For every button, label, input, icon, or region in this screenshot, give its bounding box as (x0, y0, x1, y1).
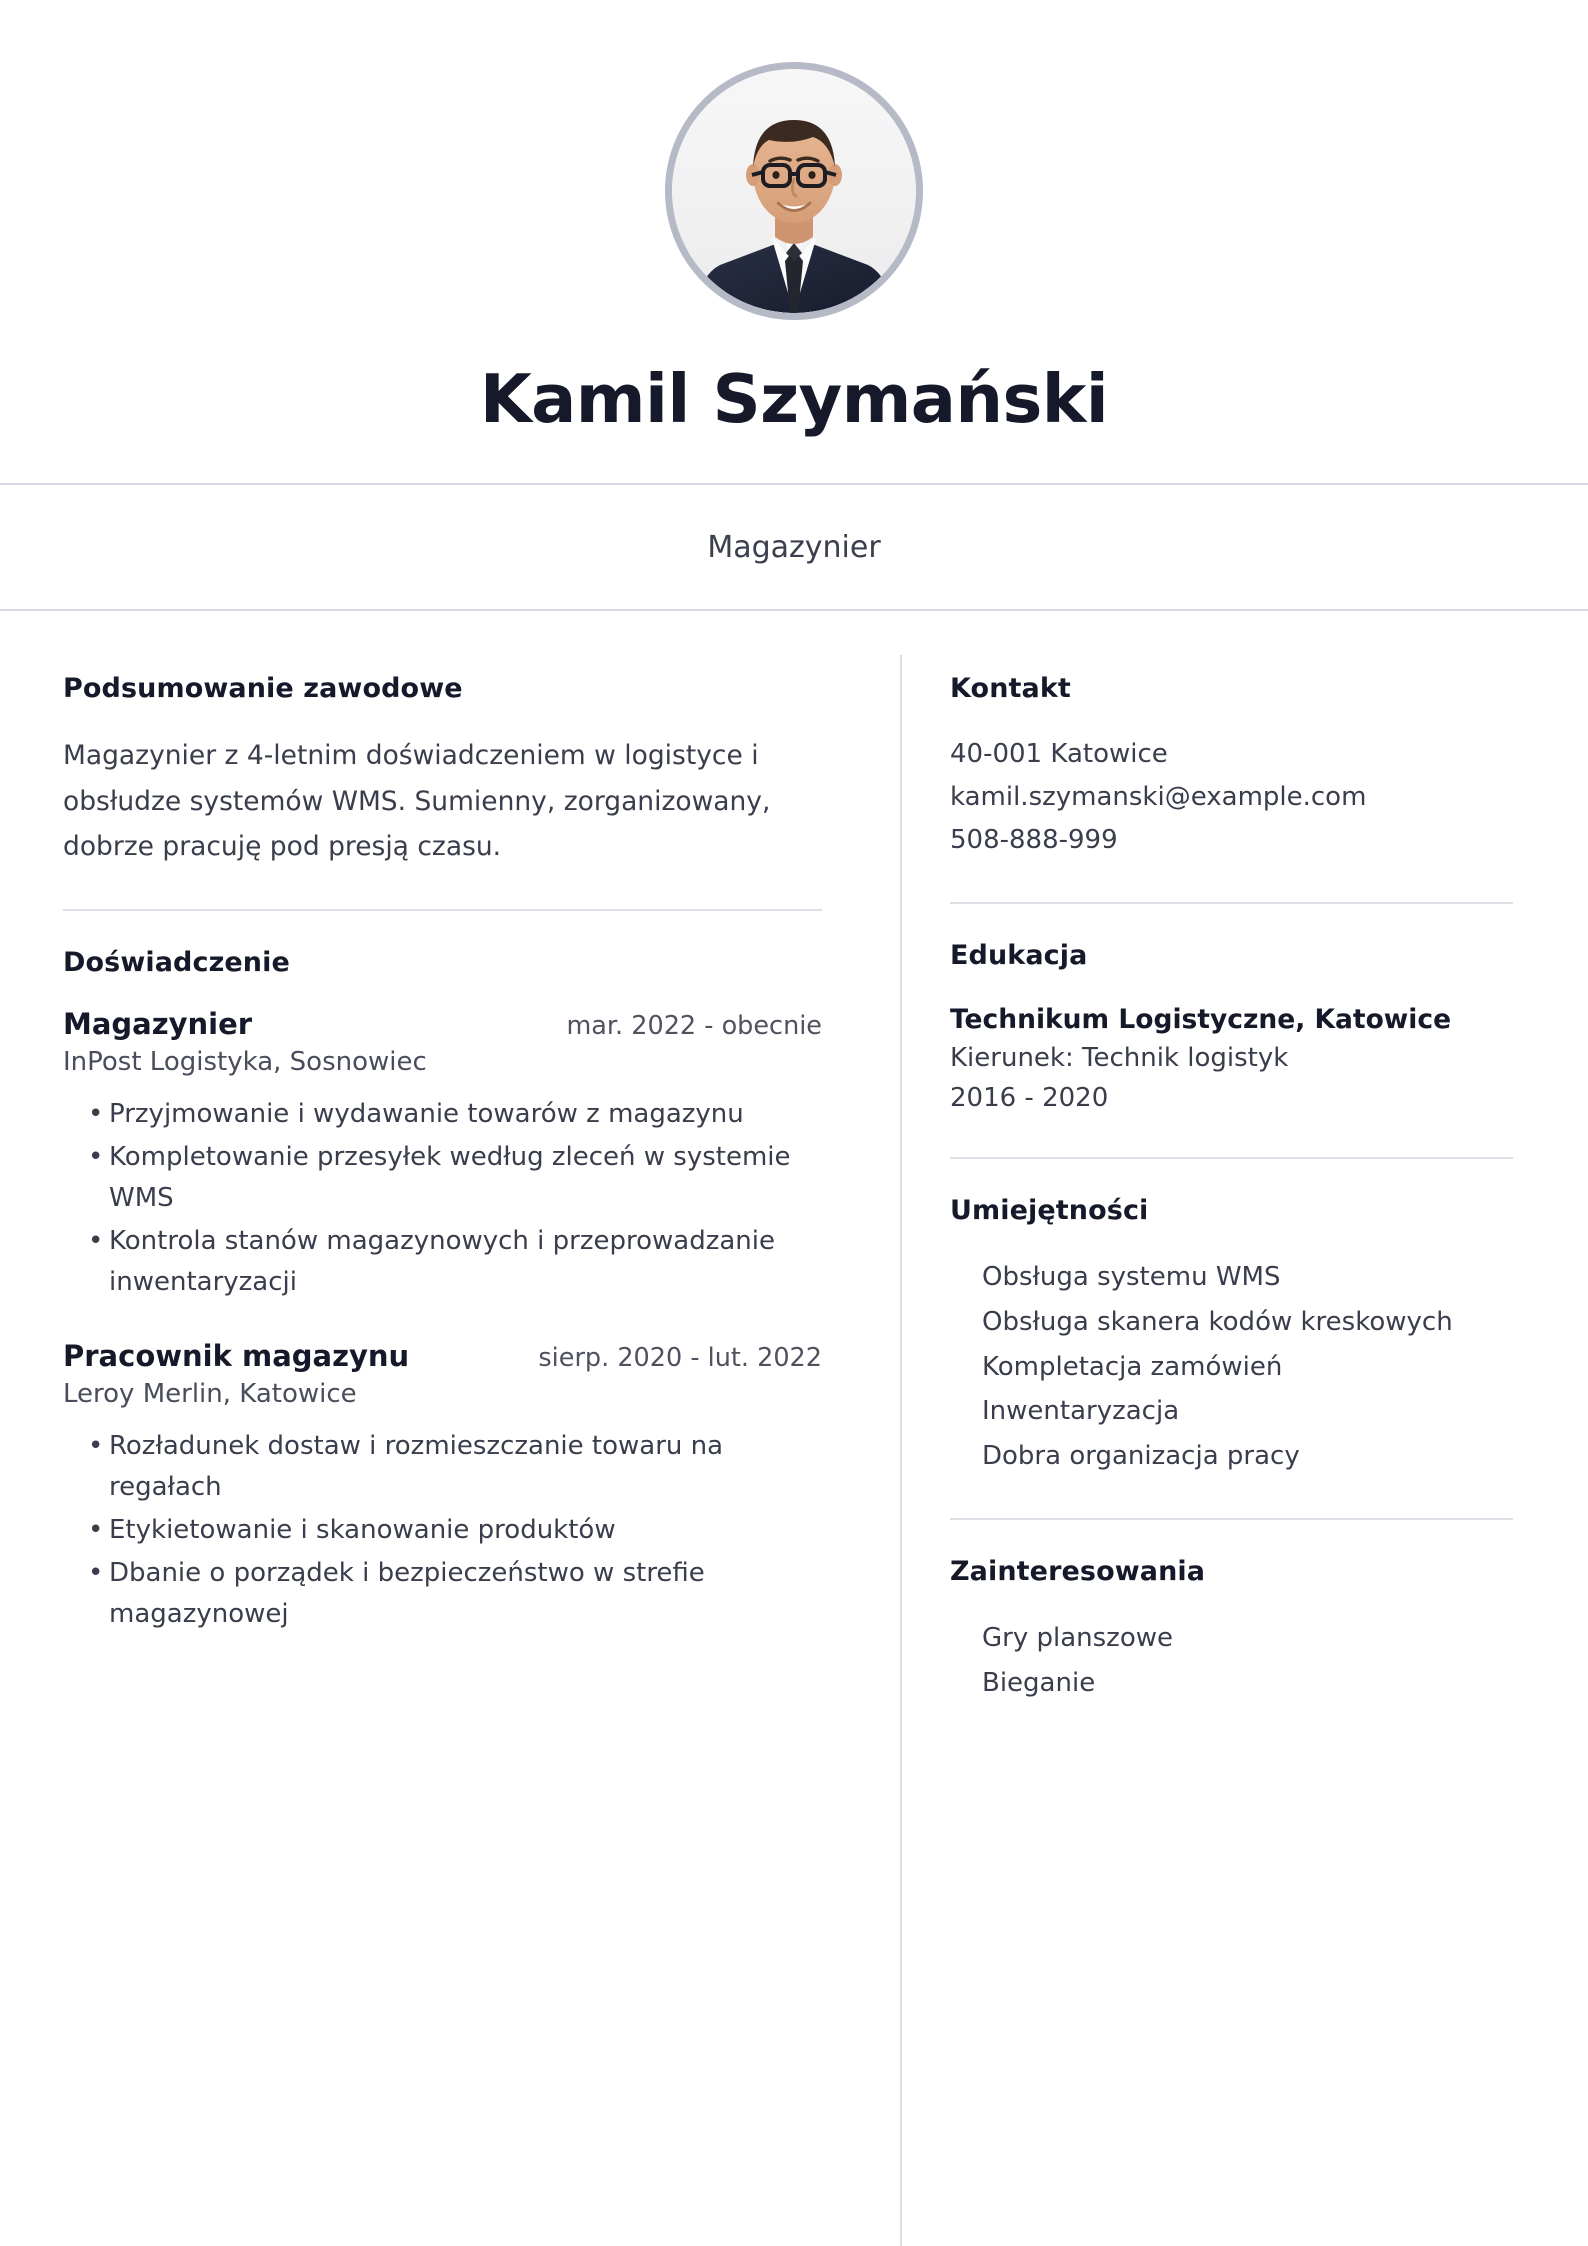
contact-address: 40-001 Katowice (950, 739, 1168, 770)
experience-item (63, 1007, 822, 1303)
right-section-divider (950, 1157, 1513, 1159)
experience-role: Pracownik magazynu (63, 1339, 410, 1374)
contact-title: Kontakt (950, 673, 1071, 705)
resume-body (0, 611, 1588, 2246)
left-section-divider (63, 909, 822, 911)
interests-title: Zainteresowania (950, 1555, 1206, 1587)
section-interests (950, 1556, 1513, 1705)
section-contact (950, 673, 1513, 862)
list-item: Obsługa skanera kodów kreskowych (982, 1307, 1453, 1337)
job-title: Magazynier (707, 530, 881, 566)
list-item: • Rozładunek dostaw i rozmieszczanie towaru na regałach (88, 1426, 822, 1508)
list-item: Inwentaryzacja (982, 1396, 1180, 1427)
list-item: Bieganie (982, 1667, 1096, 1698)
experience-item-header (63, 1339, 822, 1373)
contact-phone[interactable]: 508-888-999 (950, 825, 1118, 856)
list-item: Obsługa systemu WMS (982, 1262, 1281, 1293)
left-column (0, 655, 900, 2246)
experience-dates: mar. 2022 - obecnie (566, 1010, 822, 1041)
resume-header (0, 0, 1588, 483)
education-years: 2016 - 2020 (950, 1082, 1109, 1113)
summary-text: Magazynier z 4-letnim doświadczeniem w logistyce i obsłudze systemów WMS. Sumienny, zorganizowany, dobrze pracuję pod presją czasu. (63, 740, 771, 863)
list-item: • Etykietowanie i skanowanie produktów (88, 1510, 822, 1551)
list-item: • Przyjmowanie i wydawanie towarów z magazynu (88, 1094, 822, 1135)
experience-item (63, 1339, 822, 1635)
skills-title: Umiejętności (950, 1195, 1149, 1227)
right-section-divider (950, 902, 1513, 904)
summary-title: Podsumowanie zawodowe (63, 673, 463, 705)
list-item: Dobra organizacja pracy (982, 1441, 1300, 1472)
contact-email[interactable]: kamil.szymanski@example.com (950, 782, 1367, 813)
list-item: • Dbanie o porządek i bezpieczeństwo w strefie magazynowej (88, 1553, 822, 1635)
experience-item-header (63, 1007, 822, 1041)
section-summary (63, 673, 822, 870)
page-title: Kamil Szymański (479, 360, 1109, 438)
avatar (665, 62, 923, 320)
list-item: • Kontrola stanów magazynowych i przeprowadzanie inwentaryzacji (88, 1221, 822, 1303)
education-field: Kierunek: Technik logistyk (950, 1043, 1289, 1074)
education-title: Edukacja (950, 939, 1088, 971)
section-education (950, 940, 1513, 1119)
list-item: • Kompletowanie przesyłek według zleceń w systemie WMS (88, 1137, 822, 1219)
experience-bullets (63, 1426, 822, 1635)
experience-dates: sierp. 2020 - lut. 2022 (538, 1343, 822, 1374)
job-title-band (0, 485, 1588, 609)
experience-bullets (63, 1094, 822, 1303)
section-experience (63, 947, 822, 1636)
experience-title: Doświadczenie (63, 946, 290, 978)
experience-company: Leroy Merlin, Katowice (63, 1379, 357, 1410)
experience-company: InPost Logistyka, Sosnowiec (63, 1046, 427, 1077)
interests-list (950, 1616, 1513, 1705)
right-section-divider (950, 1518, 1513, 1520)
right-column (902, 655, 1588, 2246)
skills-list (950, 1255, 1513, 1479)
list-item: Gry planszowe (982, 1622, 1173, 1653)
section-skills (950, 1195, 1513, 1479)
avatar-photo (672, 69, 916, 313)
list-item: Kompletacja zamówień (982, 1351, 1283, 1382)
experience-role: Magazynier (63, 1006, 253, 1041)
education-school: Technikum Logistyczne, Katowice (950, 1003, 1452, 1035)
